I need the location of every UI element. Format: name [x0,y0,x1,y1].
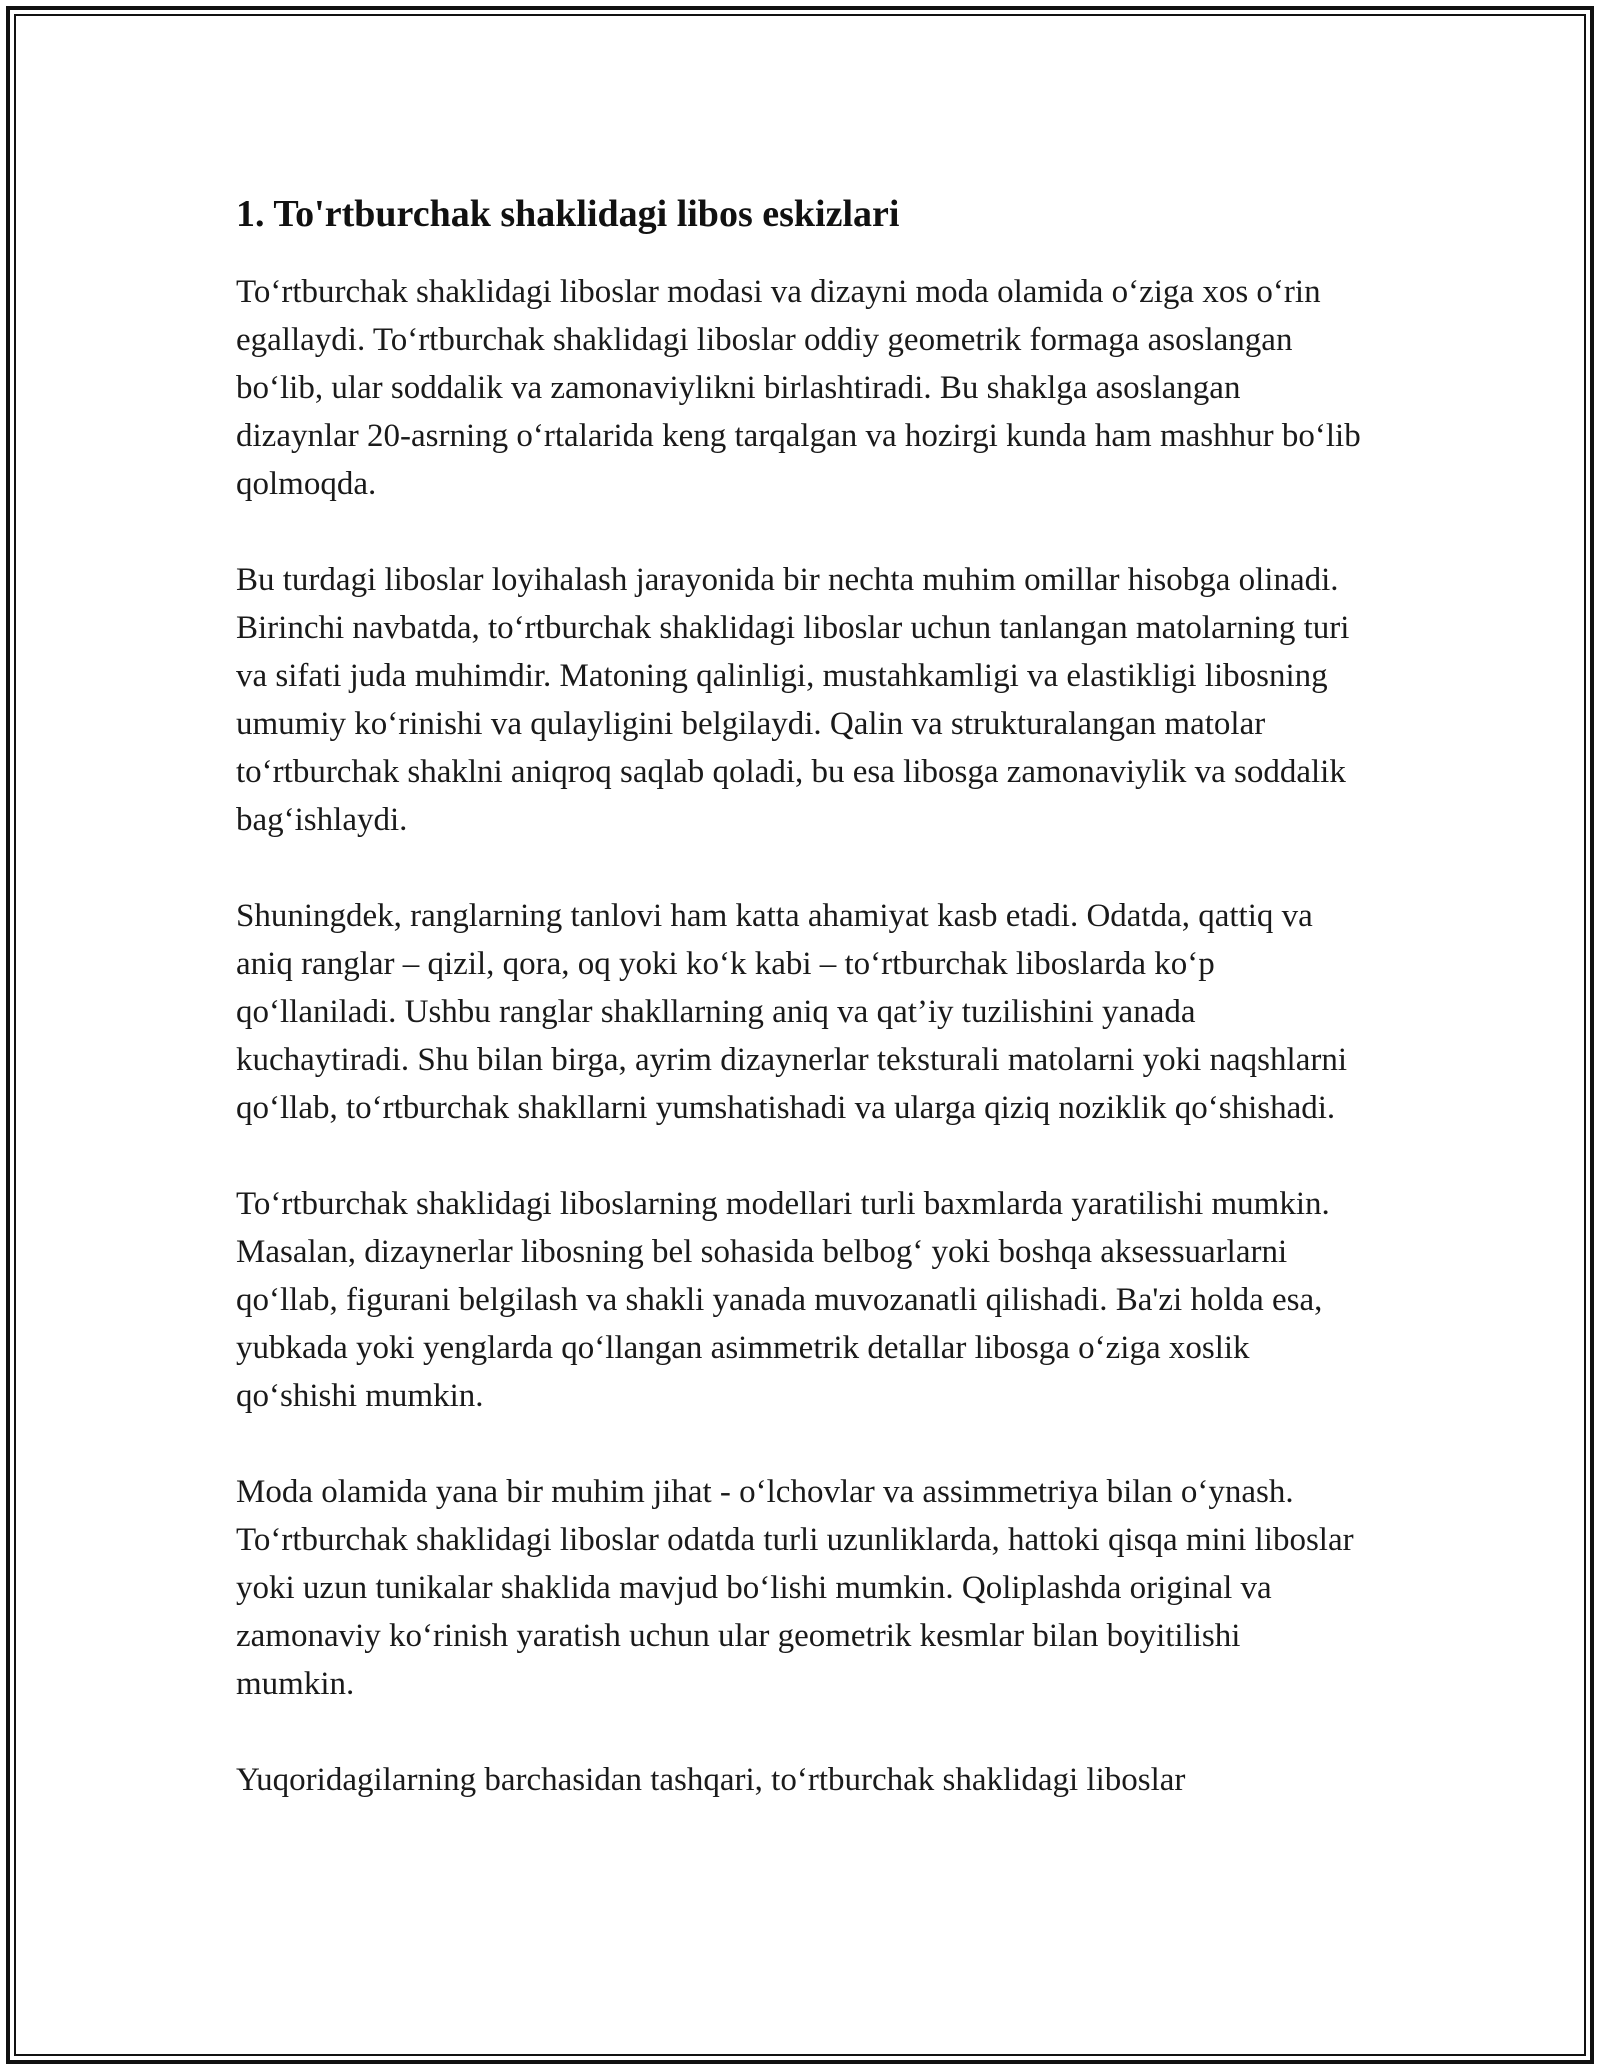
paragraph-fabrics: Bu turdagi liboslar loyihalash jarayonida bir nechta muhim omillar hisobga olinadi. Birinchi navbatda, to‘rtburchak shaklidagi liboslar uchun tanlangan matolarning turi va sifati juda muhimdir. Matoning qalinligi, mustahkamligi va elastikligi libosning umumiy ko‘rinishi va qulayligini belgilaydi. Qalin va strukturalangan matolar to‘rtburchak shaklni aniqroq saqlab qoladi, bu esa libosga zamonaviylik va soddalik bag‘ishlaydi. [236,562,1350,838]
paragraph-continuation: Yuqoridagilarning barchasidan tashqari, to‘rtburchak shaklidagi liboslar [236,1762,1186,1798]
document-body [236,188,1366,1852]
paragraph-intro: To‘rtburchak shaklidagi liboslar modasi va dizayni moda olamida o‘ziga xos o‘rin egallaydi. To‘rtburchak shaklidagi liboslar oddiy geometrik formaga asoslangan bo‘lib, ular soddalik va zamonaviylikni birlashtiradi. Bu shaklga asoslangan dizaynlar 20-asrning o‘rtalarida keng tarqalgan va hozirgi kunda ham mashhur bo‘lib qolmoqda. [236,274,1361,502]
section-heading: 1. To'rtburchak shaklidagi libos eskizlari [236,193,900,235]
paragraph-colors: Shuningdek, ranglarning tanlovi ham katta ahamiyat kasb etadi. Odatda, qattiq va aniq ranglar – qizil, qora, oq yoki ko‘k kabi – to‘rtburchak liboslarda ko‘p qo‘llaniladi. Ushbu ranglar shakllarning aniq va qat’iy tuzilishini yanada kuchaytiradi. Shu bilan birga, ayrim dizaynerlar teksturali matolarni yoki naqshlarni qo‘llab, to‘rtburchak shakllarni yumshatishadi va ularga qiziq noziklik qo‘shishadi. [236,898,1347,1126]
paragraph-models: To‘rtburchak shaklidagi liboslarning modellari turli baxmlarda yaratilishi mumkin. Masalan, dizaynerlar libosning bel sohasida belbog‘ yoki boshqa aksessuarlarni qo‘llab, figurani belgilash va shakli yanada muvozanatli qilishadi. Ba'zi holda esa, yubkada yoki yenglarda qo‘llangan asimmetrik detallar libosga o‘ziga xoslik qo‘shishi mumkin. [236,1186,1330,1414]
paragraph-proportions: Moda olamida yana bir muhim jihat - o‘lchovlar va assimmetriya bilan o‘ynash. To‘rtburchak shaklidagi liboslar odatda turli uzunliklarda, hattoki qisqa mini liboslar yoki uzun tunikalar shaklida mavjud bo‘lishi mumkin. Qoliplashda original va zamonaviy ko‘rinish yaratish uchun ular geometrik kesmlar bilan boyitilishi mumkin. [236,1474,1354,1702]
